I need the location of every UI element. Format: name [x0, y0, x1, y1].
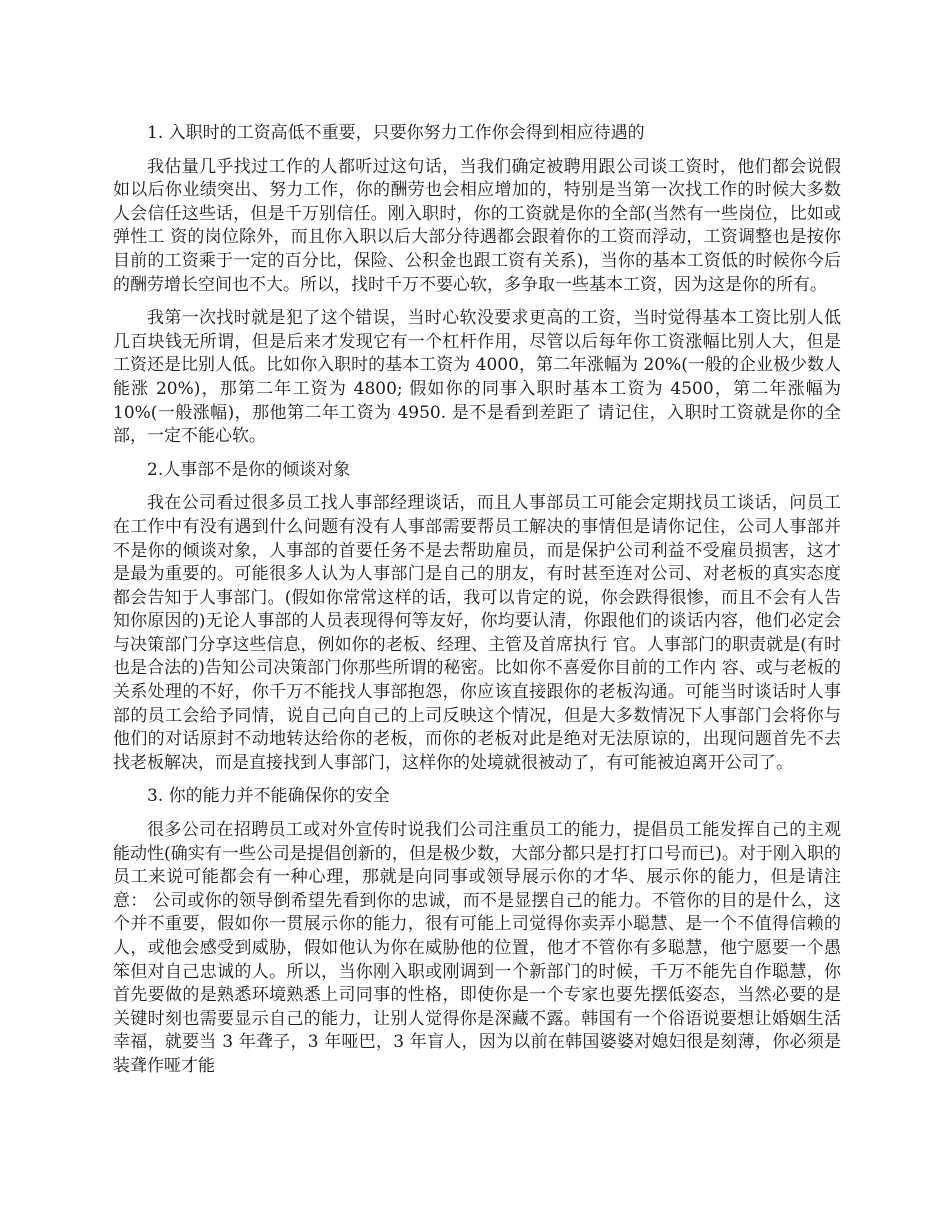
document-body: [113, 122, 841, 1089]
section-heading-2: 2.人事部不是你的倾谈对象: [147, 459, 351, 480]
section-heading-1: 1. 入职时的工资高低不重要，只要你努力工作你会得到相应待遇的: [147, 123, 645, 143]
paragraph: 我第一次找时就是犯了这个错误，当时心软没要求更高的工资，当时觉得基本工资比别人低几百块钱无所谓，但是后来才发现它有一个杠杆作用，尽管以后每年你工资涨幅比别人大，但是工资还是比别人低。比如你入职时的基本工资为 4000，第二年涨幅为 20%(一般的企业极少数人能涨 20%)，那第二年工资为 4800; 假如你的同事入职时基本工资为 4500，第二年涨幅为 10%(一般涨幅)，那他第二年工资为 4950. 是不是看到差距了 请记住，入职时工资就是你的全部，一定不能心软。: [113, 308, 841, 447]
paragraph: 很多公司在招聘员工或对外宣传时说我们公司注重员工的能力，提倡员工能发挥自己的主观能动性(确实有一些公司是提倡创新的，但是极少数，大部分都只是打打口号而已)。对于刚入职的员工来说可能都会有一种心理，那就是向同事或领导展示你的才华、展示你的能力，但是请注意： 公司或你的领导倒希望先看到你的忠诚，而不是显摆自己的能力。不管你的目的是什么，这个并不重要，假如你一贯展示你的能力，很有可能上司觉得你卖弄小聪慧、是一个不值得信赖的人，或他会感受到威胁，假如他认为你在威胁他的位置，他才不管你有多聪慧，他宁愿要一个愚笨但对自己忠诚的人。所以，当你刚入职或刚调到一个新部门的时候，千万不能先自作聪慧，你首先要做的是熟悉环境熟悉上司同事的性格，即使你是一个专家也要先摆低姿态，当然必要的是关键时刻也需要显示自己的能力，让别人觉得你是深藏不露。韩国有一个俗语说要想让婚姻生活幸福，就要当 3 年聋子，3 年哑巴，3 年盲人，因为以前在韩国婆婆对媳妇很是刻薄，你必须是装聋作哑才能: [113, 820, 841, 1076]
paragraph: 我在公司看过很多员工找人事部经理谈话，而且人事部员工可能会定期找员工谈话，问员工在工作中有没有遇到什么问题有没有人事部需要帮员工解决的事情但是请你记住，公司人事部并不是你的倾谈对象，人事部的首要任务不是去帮助雇员，而是保护公司利益不受雇员损害，这才是最为重要的。可能很多人认为人事部门是自己的朋友，有时甚至连对公司、对老板的真实态度都会告知于人事部门。(假如你常常这样的话，我可以肯定的说，你会跌得很惨，而且不会有人告知你原因的)无论人事部的人员表现得何等友好，你均要认清，你跟他们的谈话内容，他们必定会与决策部门分享这些信息，例如你的老板、经理、主管及首席执行 官。人事部门的职责就是(有时也是合法的)告知公司决策部门你那些所谓的秘密。比如你不喜爱你目前的工作内 容、或与老板的关系处理的不好，你千万不能找人事部抱怨，你应该直接跟你的老板沟通。可能当时谈话时人事部的员工会给予同情，说自己向自己的上司反映这个情况，但是大多数情况下人事部门会将你与他们的对话原封不动地转达给你的老板，而你的老板对此是绝对无法原谅的，出现问题首先不去找老板解决，而是直接找到人事部门，这样你的处境就很被动了，有可能被迫离开公司了。: [113, 493, 841, 773]
section-heading-3: 3. 你的能力并不能确保你的安全: [147, 786, 390, 807]
paragraph: 我估量几乎找过工作的人都听过这句话，当我们确定被聘用跟公司谈工资时，他们都会说假如以后你业绩突出、努力工作，你的酬劳也会相应增加的，特别是当第一次找工作的时候大多数人会信任这些话，但是千万别信任。刚入职时，你的工资就是你的全部(当然有一些岗位，比如或弹性工 资的岗位除外，而且你入职以后大部分待遇都会跟着你的工资而浮动，工资调整也是按你目前的工资乘于一定的百分比，保险、公积金也跟工资有关系)，当你的基本工资低的时候你今后的酬劳增长空间也不大。所以，找时千万不要心软，多争取一些基本工资，因为这是你的所有。: [113, 156, 841, 295]
